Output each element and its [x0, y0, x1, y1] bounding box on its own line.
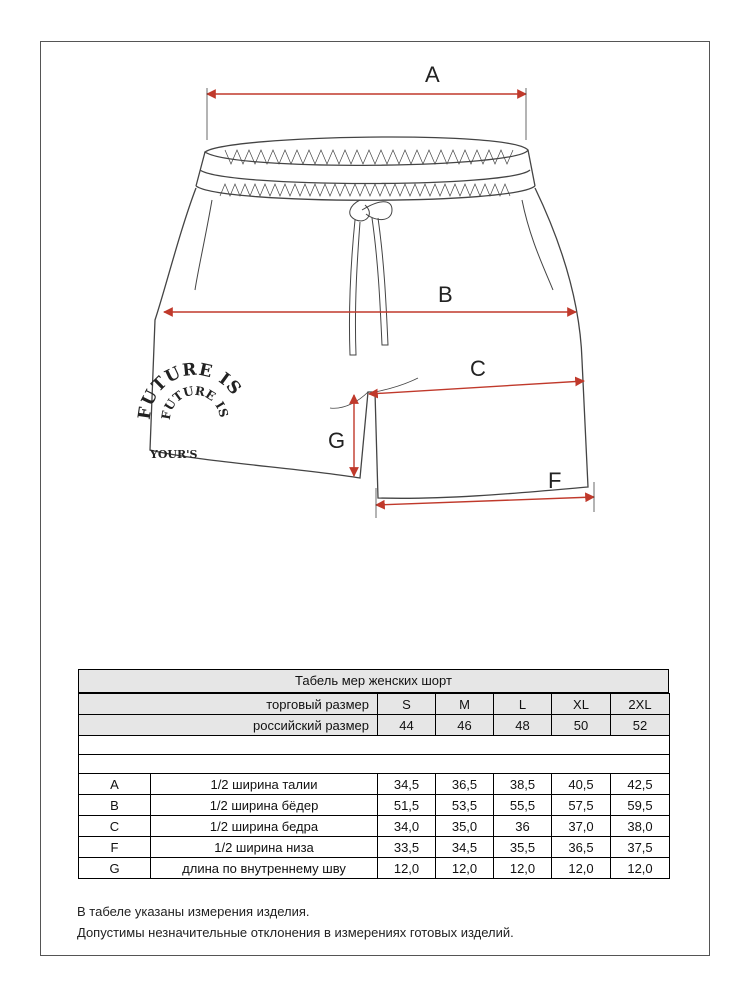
row-code: B [79, 795, 151, 816]
svg-text:FUTURE IS: FUTURE IS [158, 383, 231, 421]
russian-size-row [79, 715, 670, 736]
table-row [79, 774, 670, 795]
notes [77, 901, 514, 943]
trade-size-row [79, 694, 670, 715]
value-cell: 34,0 [378, 816, 436, 837]
value-cell: 36 [494, 816, 552, 837]
row-name: 1/2 ширина бёдер [151, 795, 378, 816]
row-name: длина по внутреннему шву [151, 858, 378, 879]
label-b: B [438, 282, 453, 307]
svg-text:FUTURE IS: FUTURE IS [134, 359, 246, 421]
label-g: G [328, 428, 346, 453]
table-row [79, 837, 670, 858]
size-cell: S [378, 694, 436, 715]
row-name: 1/2 ширина бедра [151, 816, 378, 837]
value-cell: 37,5 [611, 837, 670, 858]
svg-text:YOUR'S: YOUR'S [150, 448, 198, 461]
value-cell: 51,5 [378, 795, 436, 816]
value-cell: 12,0 [552, 858, 611, 879]
value-cell: 36,5 [436, 774, 494, 795]
row-code: G [79, 858, 151, 879]
value-cell: 33,5 [378, 837, 436, 858]
label-f: F [548, 468, 562, 493]
table-row [79, 795, 670, 816]
size-cell: 46 [436, 715, 494, 736]
size-cell: 52 [611, 715, 670, 736]
label-c: C [470, 356, 486, 381]
trade-size-label: торговый размер [79, 694, 378, 715]
spacer-row [79, 736, 670, 755]
value-cell: 40,5 [552, 774, 611, 795]
label-a: A [425, 62, 440, 87]
value-cell: 36,5 [552, 837, 611, 858]
measurement-lines [164, 88, 594, 518]
circular-print [135, 360, 246, 461]
russian-size-label: российский размер [79, 715, 378, 736]
size-chart-title: Табель мер женских шорт [78, 669, 669, 693]
spacer-row [79, 755, 670, 774]
value-cell: 57,5 [552, 795, 611, 816]
value-cell: 12,0 [436, 858, 494, 879]
size-cell: L [494, 694, 552, 715]
size-cell: XL [552, 694, 611, 715]
value-cell: 38,5 [494, 774, 552, 795]
value-cell: 42,5 [611, 774, 670, 795]
shorts-body [150, 188, 588, 498]
row-code: A [79, 774, 151, 795]
value-cell: 37,0 [552, 816, 611, 837]
row-name: 1/2 ширина низа [151, 837, 378, 858]
waistband [196, 137, 535, 200]
value-cell: 53,5 [436, 795, 494, 816]
dimension-labels [328, 62, 561, 493]
row-code: F [79, 837, 151, 858]
measure-c [369, 381, 584, 394]
table-row [79, 816, 670, 837]
value-cell: 35,0 [436, 816, 494, 837]
size-cell: 2XL [611, 694, 670, 715]
row-code: C [79, 816, 151, 837]
value-cell: 55,5 [494, 795, 552, 816]
value-cell: 34,5 [436, 837, 494, 858]
note-line: Допустимы незначительные отклонения в измерениях готовых изделий. [77, 925, 514, 940]
table-row [79, 858, 670, 879]
size-cell: 50 [552, 715, 611, 736]
value-cell: 59,5 [611, 795, 670, 816]
value-cell: 35,5 [494, 837, 552, 858]
value-cell: 12,0 [494, 858, 552, 879]
size-table [78, 693, 670, 879]
size-cell: 44 [378, 715, 436, 736]
value-cell: 12,0 [611, 858, 670, 879]
value-cell: 38,0 [611, 816, 670, 837]
note-line: В табеле указаны измерения изделия. [77, 904, 310, 919]
row-name: 1/2 ширина талии [151, 774, 378, 795]
value-cell: 12,0 [378, 858, 436, 879]
size-cell: 48 [494, 715, 552, 736]
size-cell: M [436, 694, 494, 715]
value-cell: 34,5 [378, 774, 436, 795]
